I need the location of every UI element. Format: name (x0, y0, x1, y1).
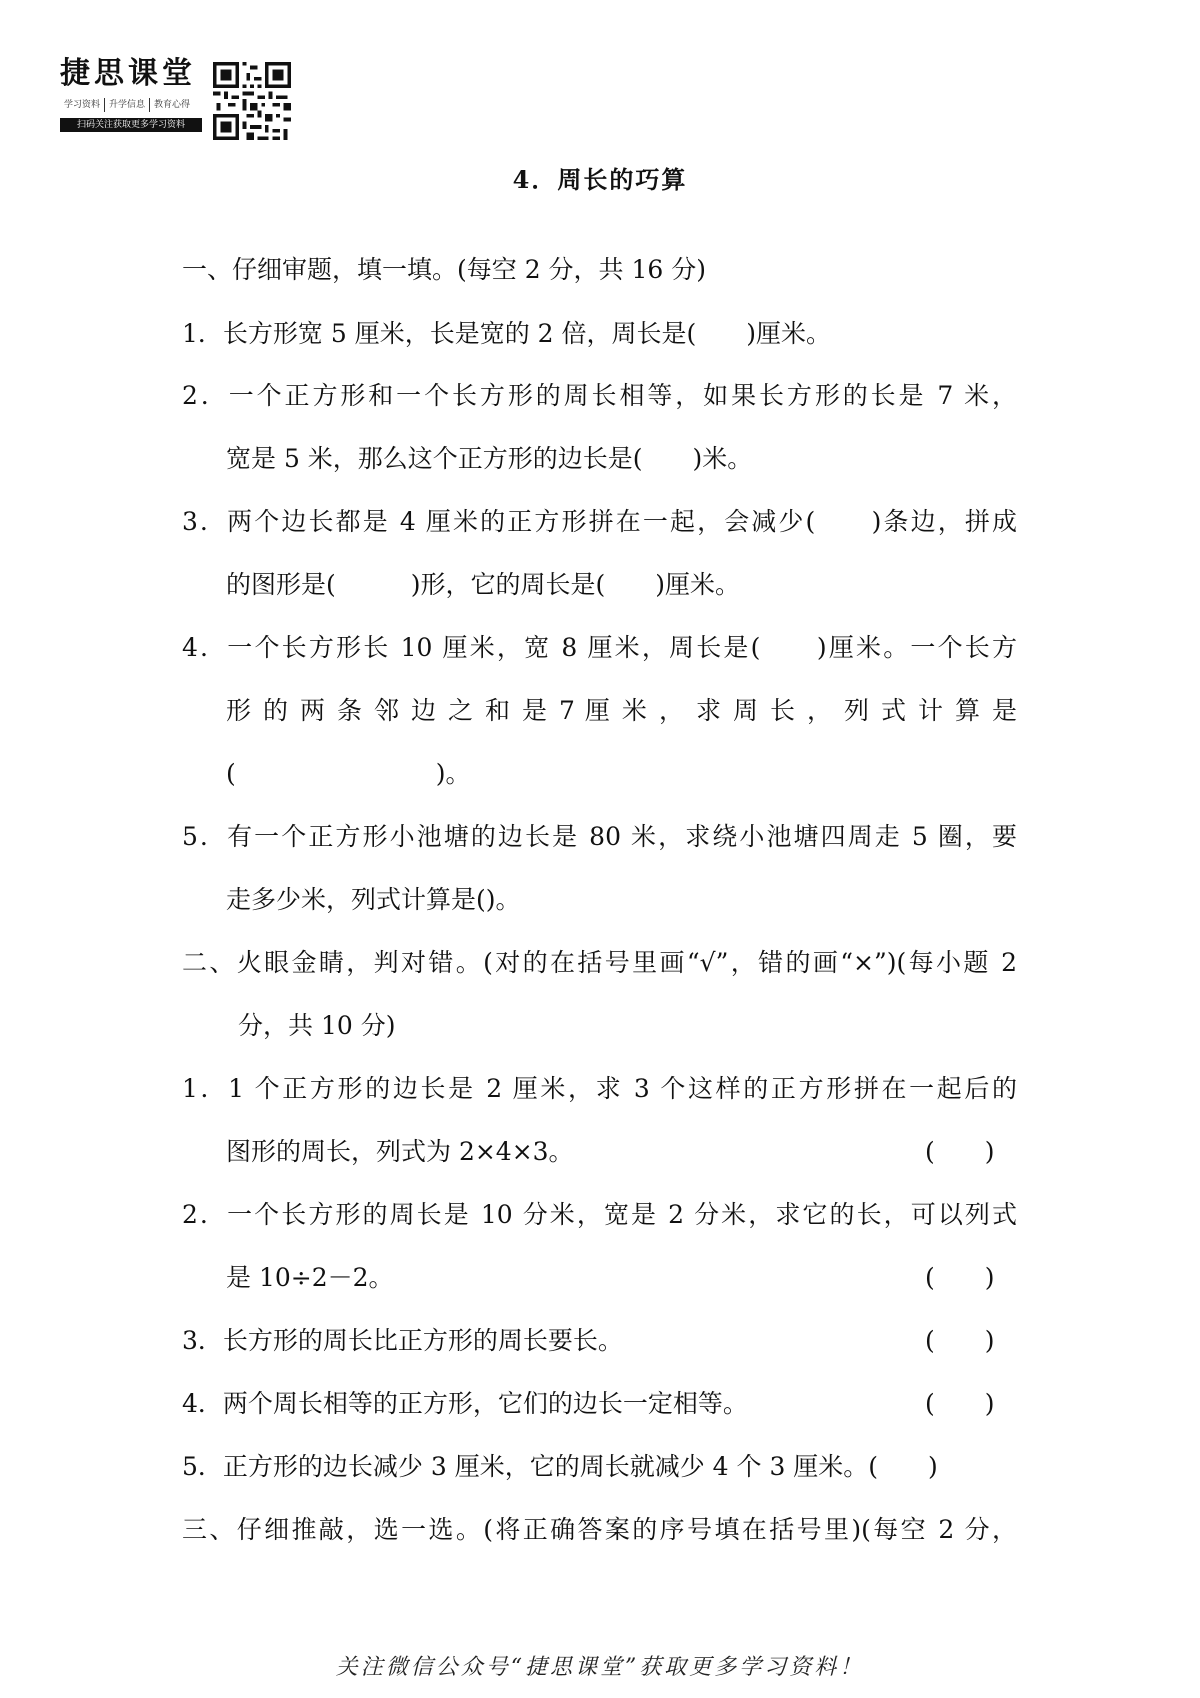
question-text: 是 10÷2－2。 (226, 1263, 394, 1292)
logo-tag: 教育心得 (149, 98, 194, 112)
question-text: 2．一个正方形和一个长方形的周长相等，如果长方形的长是 7 米， (182, 381, 1017, 410)
question-text: 图形的周长，列式为 2×4×3。 (226, 1137, 574, 1166)
logo-name: 捷思课堂 (60, 56, 196, 91)
question-text: 走多少米，列式计算是()。 (226, 885, 521, 914)
answer-paren: ( ) (925, 1137, 995, 1166)
question-text: 2．一个长方形的周长是 10 分米，宽是 2 分米，求它的长，可以列式 (182, 1200, 1017, 1229)
question-text: 5．有一个正方形小池塘的边长是 80 米，求绕小池塘四周走 5 圈，要 (182, 822, 1017, 851)
section-heading: 三、仔细推敲，选一选。(将正确答案的序号填在括号里)(每空 2 分， (182, 1515, 1017, 1544)
question-text: 5．正方形的边长减少 3 厘米，它的周长就减少 4 个 3 厘米。( ) (182, 1452, 938, 1481)
answer-paren: ( ) (925, 1326, 995, 1355)
logo-tag: 学习资料 (64, 100, 101, 110)
question-text: 宽是 5 米，那么这个正方形的边长是( )米。 (226, 444, 753, 473)
answer-paren: ( ) (925, 1263, 995, 1292)
logo-tag: 升学信息 (104, 98, 149, 112)
logo-tags (60, 98, 202, 112)
question-text: 4．两个周长相等的正方形，它们的边长一定相等。 (182, 1389, 748, 1418)
brand-logo (60, 56, 202, 132)
question-text: 3．长方形的周长比正方形的周长要长。 (182, 1326, 623, 1355)
page-title: 4．周长的巧算 (512, 165, 688, 194)
question-text: 4．一个长方形长 10 厘米，宽 8 厘米，周长是( )厘米。一个长方 (182, 633, 1017, 662)
footer-note: 关注微信公众号“捷思课堂”获取更多学习资料！ (335, 1655, 865, 1680)
question-text: 的图形是( )形，它的周长是( )厘米。 (226, 570, 741, 599)
answer-blank: ( )。 (226, 759, 471, 788)
question-text: 1．长方形宽 5 厘米，长是宽的 2 倍，周长是( )厘米。 (182, 319, 832, 348)
section-heading: 二、火眼金睛，判对错。(对的在括号里画“√”，错的画“×”)(每小题 2 (182, 948, 1017, 977)
question-text: 3．两个边长都是 4 厘米的正方形拼在一起，会减少( )条边，拼成 (182, 507, 1017, 536)
qr-code-icon (213, 62, 291, 140)
logo-banner: 扫码关注获取更多学习资料 (60, 118, 202, 132)
answer-paren: ( ) (925, 1389, 995, 1418)
section-heading: 一、仔细审题，填一填。(每空 2 分，共 16 分) (182, 255, 707, 284)
section-heading: 分，共 10 分) (238, 1011, 396, 1040)
question-text: 1．1 个正方形的边长是 2 厘米，求 3 个这样的正方形拼在一起后的 (182, 1074, 1017, 1103)
question-text: 形 的 两 条 邻 边 之 和 是 7 厘 米 ， 求 周 长 ， 列 式 计 算 是 (226, 696, 1017, 725)
